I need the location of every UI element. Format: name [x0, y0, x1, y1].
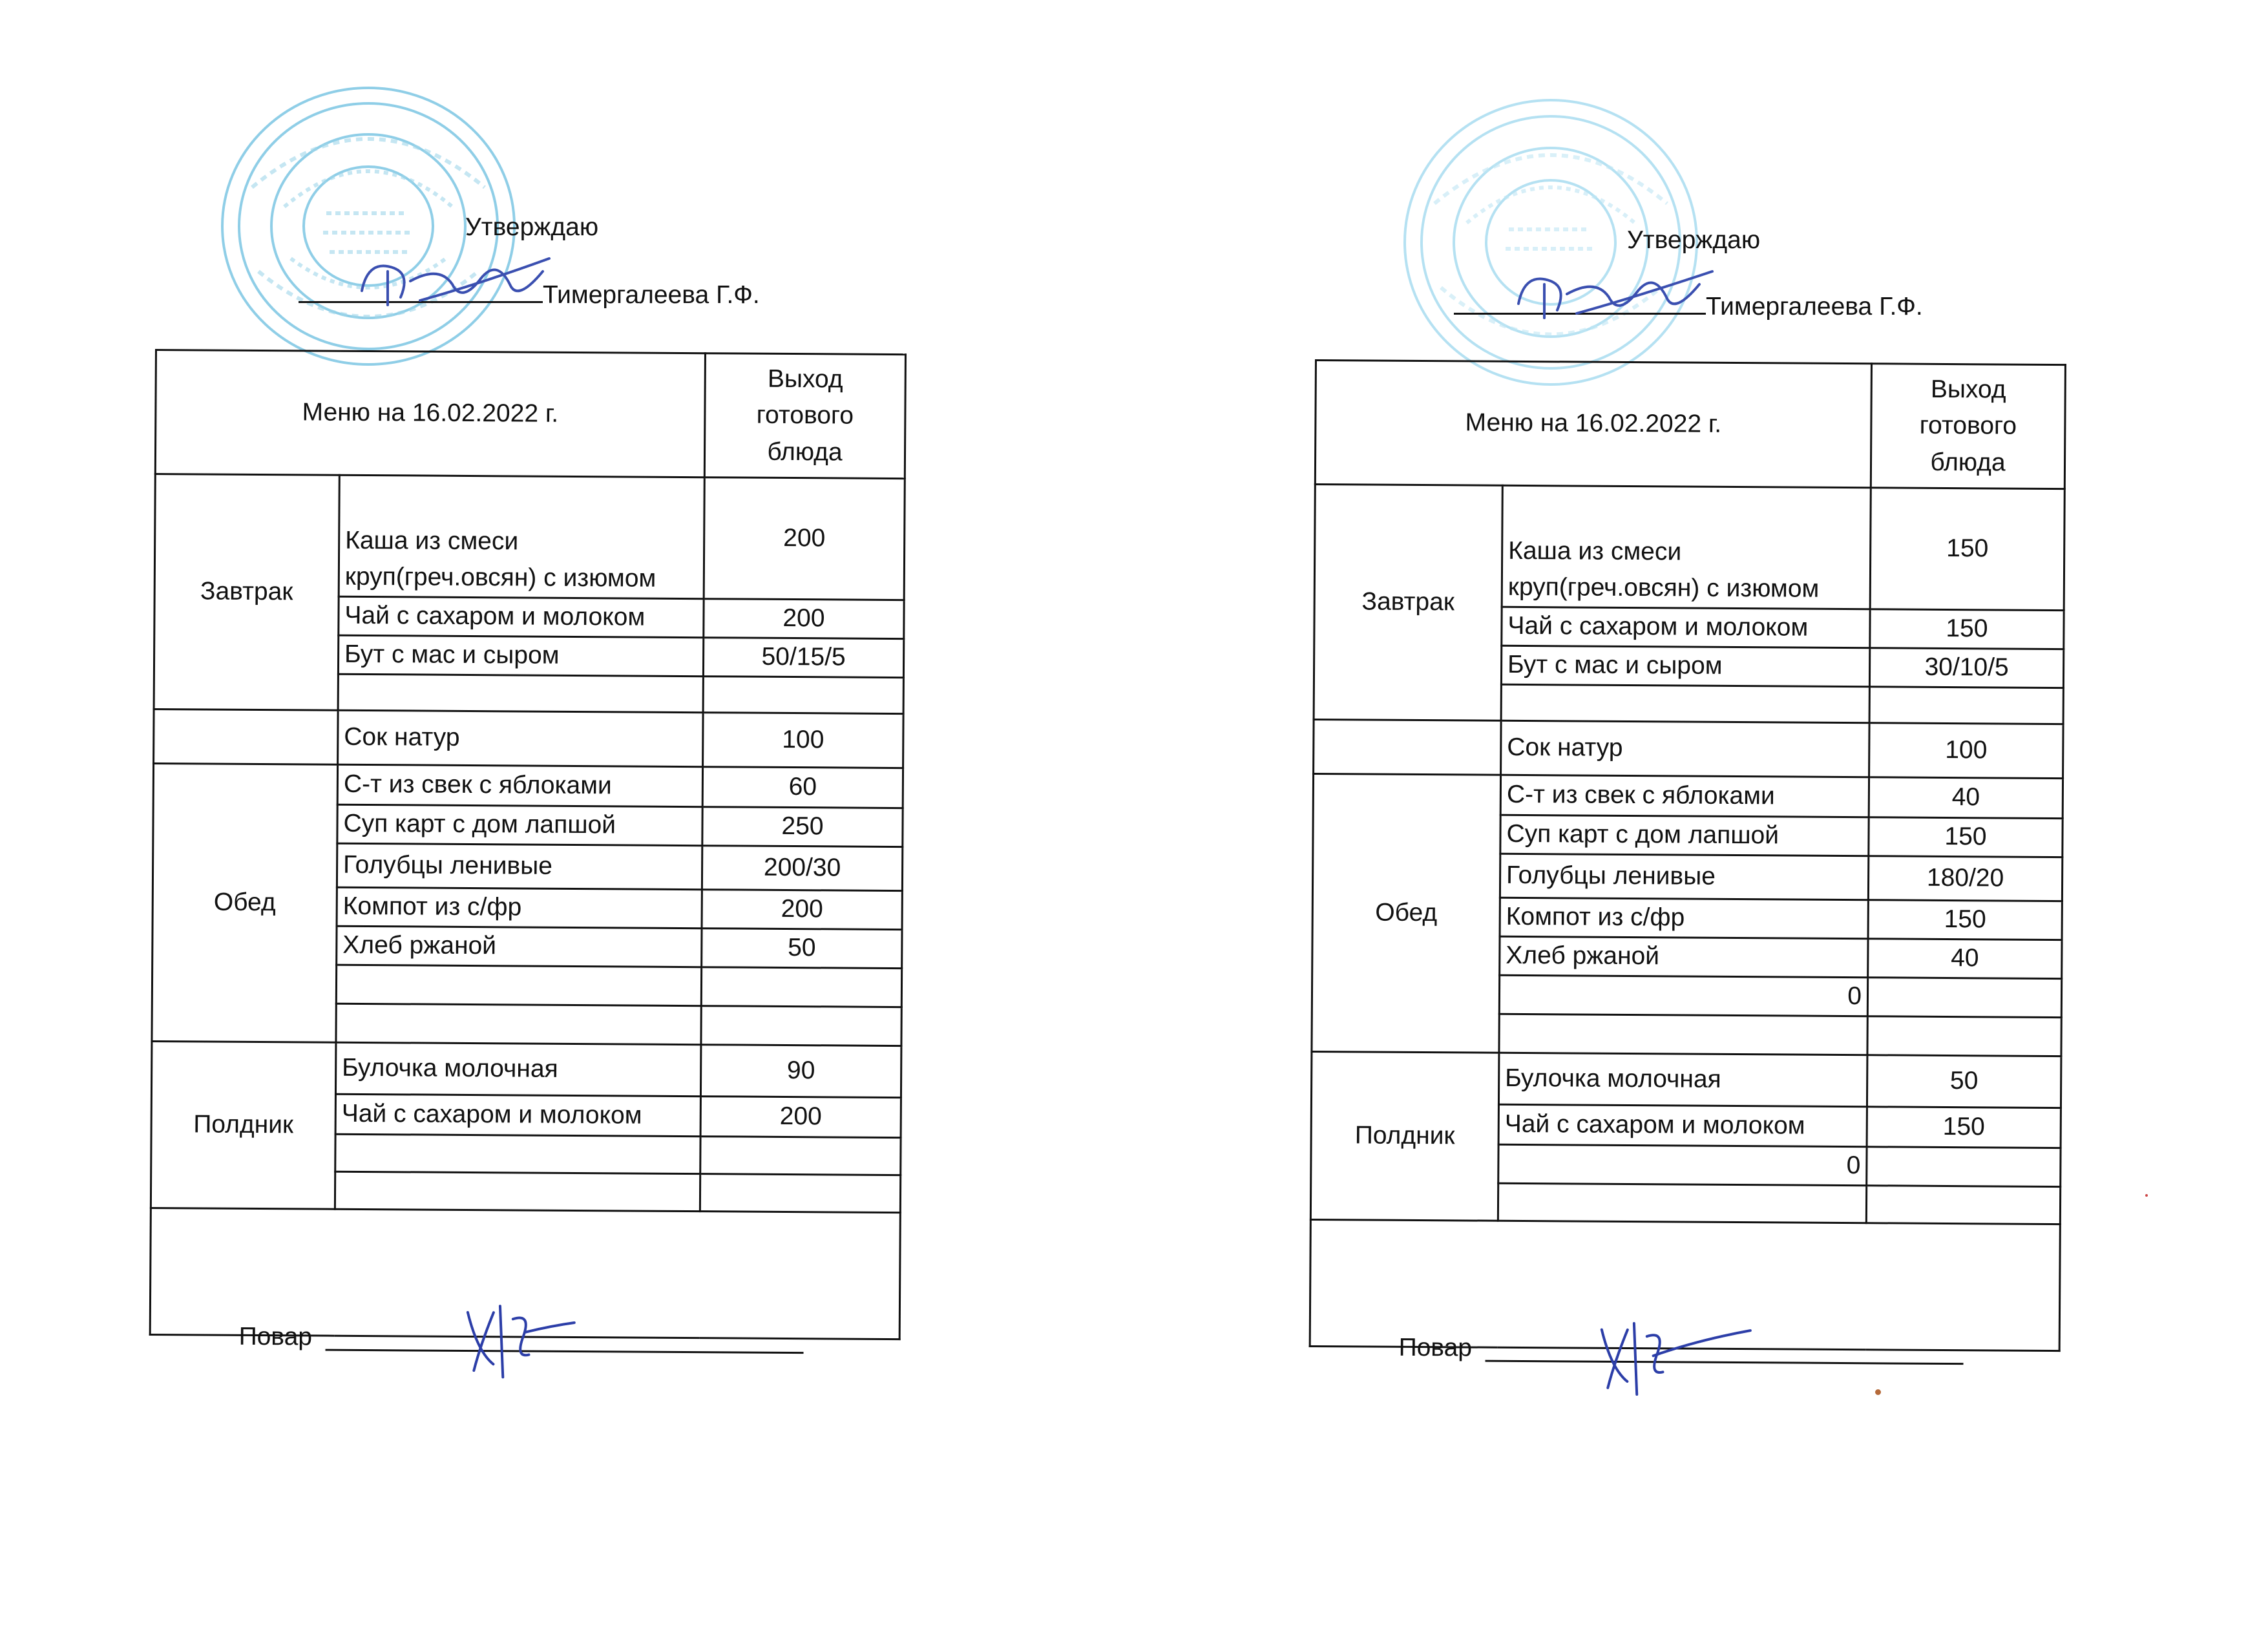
scan-speck [1875, 1389, 1881, 1395]
dish-cell: Чай с сахаром и молоком [339, 596, 704, 637]
approver-name: Тимергалеева Г.Ф. [543, 281, 760, 309]
approver-name: Тимергалеева Г.Ф. [1706, 293, 1923, 320]
meal-snack: Полдник [151, 1041, 336, 1209]
yield-cell: 50 [1867, 1055, 2061, 1108]
cook-label: Повар [238, 1322, 313, 1351]
dish-cell: Чай с сахаром и молоком [335, 1094, 700, 1136]
dish-cell [335, 1171, 700, 1211]
yield-cell: 100 [703, 713, 904, 768]
menu-table-right [1309, 359, 2066, 1362]
yield-cell: 60 [702, 767, 903, 808]
dish-cell: Чай с сахаром и молоком [1498, 1104, 1867, 1146]
yield-cell: 150 [1868, 900, 2062, 940]
approver-signature [349, 246, 556, 317]
dish-cell: Голубцы ленивые [1500, 854, 1868, 899]
dish-cell: С-т из свек с яблоками [337, 764, 702, 806]
dish-cell: Суп карт с дом лапшой [1500, 815, 1869, 856]
dish-cell: С-т из свек с яблоками [1500, 775, 1869, 817]
menu-title: Меню на 16.02.2022 г. [1315, 361, 1871, 488]
dish-cell: Бут с мас и сыром [338, 635, 703, 676]
meal-snack: Полдник [1310, 1051, 1499, 1220]
dish-cell [336, 1003, 701, 1044]
approver-signature [1506, 258, 1719, 330]
dish-cell: Каша из смеси круп(греч.овсян) с изюмом [339, 475, 704, 598]
yield-cell [700, 1174, 900, 1213]
dish-cell: Каша из смеси круп(греч.овсян) с изюмом [1502, 485, 1871, 609]
dish-cell [336, 965, 701, 1005]
dish-cell: Чай с сахаром и молоком [1502, 607, 1870, 647]
yield-cell: 50/15/5 [703, 638, 903, 678]
dish-cell: Бут с мас и сыром [1501, 646, 1869, 686]
dish-cell [1498, 1183, 1866, 1223]
dish-cell: Хлеб ржаной [337, 926, 702, 967]
dish-cell: Компот из с/фр [337, 887, 702, 928]
dish-cell: Хлеб ржаной [1500, 936, 1868, 977]
yield-cell: 30/10/5 [1869, 648, 2063, 688]
dish-cell [335, 1134, 700, 1173]
dish-cell: 0 [1499, 975, 1867, 1016]
meal-lunch: Обед [1312, 773, 1501, 1053]
yield-cell: 90 [700, 1045, 901, 1098]
dish-cell: Сок натур [338, 710, 704, 766]
yield-cell: 150 [1870, 488, 2064, 611]
cook-row [1310, 1219, 2060, 1362]
cook-label: Повар [1398, 1333, 1473, 1362]
dish-cell: Булочка молочная [1498, 1053, 1867, 1106]
yield-cell: 250 [702, 807, 903, 847]
yield-cell: 50 [702, 929, 902, 969]
yield-cell: 40 [1869, 777, 2063, 819]
scan-speck [2145, 1194, 2148, 1197]
meal-lunch: Обед [152, 763, 338, 1042]
yield-cell: 200 [702, 890, 902, 930]
yield-cell: 200 [700, 1097, 901, 1138]
dish-cell: Голубцы ленивые [337, 843, 702, 889]
yield-cell [703, 677, 903, 714]
yield-header: Выход готового блюда [1871, 364, 2065, 489]
cook-signature [454, 1292, 584, 1383]
yield-cell: 150 [1869, 817, 2063, 857]
dish-cell: Булочка молочная [335, 1042, 700, 1096]
menu-table-left [149, 349, 907, 1351]
meal-breakfast: Завтрак [1314, 485, 1502, 721]
dish-cell [1499, 1014, 1867, 1055]
yield-cell [1867, 1016, 2061, 1056]
menu-title: Меню на 16.02.2022 г. [155, 350, 705, 478]
cook-row [150, 1208, 900, 1351]
yield-cell: 150 [1867, 1107, 2061, 1148]
yield-cell: 40 [1868, 939, 2062, 979]
yield-cell [701, 1006, 901, 1046]
approve-label: Утверждаю [465, 213, 599, 241]
yield-cell: 100 [1869, 723, 2064, 779]
yield-cell: 200 [704, 478, 905, 600]
dish-cell: Сок натур [1501, 720, 1870, 777]
yield-cell [1867, 1147, 2061, 1186]
yield-cell: 180/20 [1868, 856, 2062, 901]
yield-cell: 150 [1870, 609, 2064, 649]
approve-label: Утверждаю [1627, 226, 1761, 254]
yield-cell [1866, 1185, 2060, 1224]
dish-cell [338, 674, 703, 712]
cook-signature [1588, 1310, 1757, 1402]
yield-cell [700, 1137, 901, 1175]
dish-cell [1501, 684, 1869, 722]
yield-cell [1869, 687, 2063, 724]
yield-cell [701, 967, 901, 1007]
yield-cell: 200 [704, 599, 904, 639]
yield-cell [1867, 978, 2061, 1018]
dish-cell: Компот из с/фр [1500, 898, 1868, 938]
meal-breakfast: Завтрак [154, 474, 339, 711]
dish-cell: 0 [1498, 1144, 1867, 1185]
yield-cell: 200/30 [702, 846, 902, 891]
yield-header: Выход готового блюда [704, 353, 905, 479]
dish-cell: Суп карт с дом лапшой [337, 804, 702, 845]
meal-blank [154, 709, 339, 764]
meal-blank [1314, 719, 1502, 775]
